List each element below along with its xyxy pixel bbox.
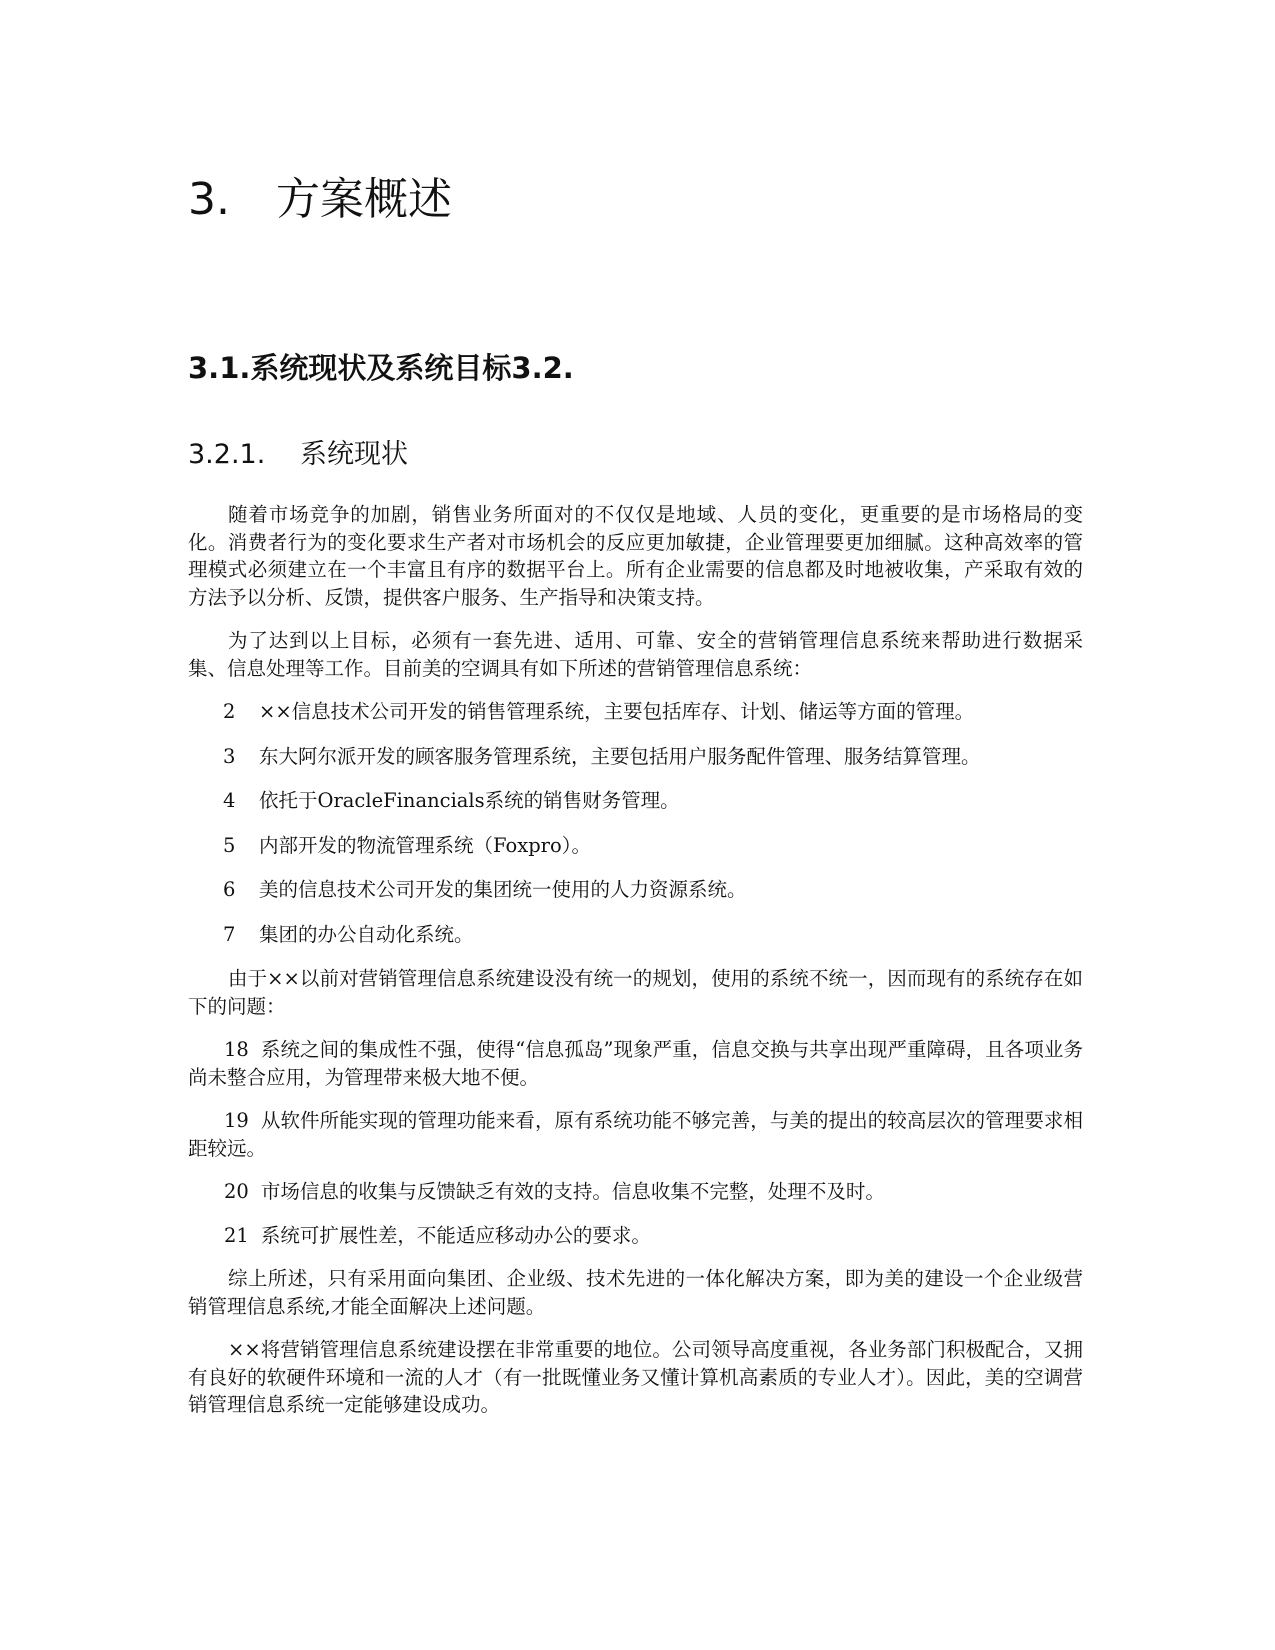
chapter-heading (188, 172, 452, 228)
section-heading: 3.1.系统现状及系统目标3.2. (188, 351, 574, 385)
list-item-number: 18 (224, 1038, 249, 1061)
paragraph-3: 由于××以前对营销管理信息系统建设没有统一的规划，使用的系统不统一，因而现有的系统存在如下的问题： (188, 967, 1083, 1018)
paragraph-5: ××将营销管理信息系统建设摆在非常重要的地位。公司领导高度重视，各业务部门积极配合，又拥有良好的软硬件环境和一流的人才（有一批既懂业务又懂计算机高素质的专业人才）。因此，美的空调营销管理信息系统一定能够建设成功。 (188, 1338, 1083, 1416)
list-item-text: 市场信息的收集与反馈缺乏有效的支持。信息收集不完整，处理不及时。 (260, 1180, 885, 1203)
list-item-number: 20 (224, 1180, 249, 1203)
subsection-number: 3.2.1. (188, 439, 266, 470)
list-item (188, 787, 1083, 815)
list-item-text: 系统之间的集成性不强，使得“信息孤岛”现象严重，信息交换与共享出现严重障碍，且各项业务尚未整合应用，为管理带来极大地不便。 (188, 1038, 1083, 1089)
paragraph-1: 随着市场竞争的加剧，销售业务所面对的不仅仅是地域、人员的变化，更重要的是市场格局的变化。消费者行为的变化要求生产者对市场机会的反应更加敏捷，企业管理要更加细腻。这种高效率的管理模式必须建立在一个丰富且有序的数据平台上。所有企业需要的信息都及时地被收集，产采取有效的方法予以分析、反馈，提供客户服务、生产指导和决策支持。 (188, 503, 1083, 609)
list-item-number: 3 (223, 744, 236, 768)
list-item-text: 依托于OracleFinancials系统的销售财务管理。 (259, 789, 680, 812)
list-item-number: 4 (223, 789, 236, 812)
problems-list (188, 1036, 1083, 1249)
list-item-text: 系统可扩展性差，不能适应移动办公的要求。 (260, 1223, 651, 1247)
list-item (188, 832, 1083, 860)
paragraph-2: 为了达到以上目标，必须有一套先进、适用、可靠、安全的营销管理信息系统来帮助进行数据采集、信息处理等工作。目前美的空调具有如下所述的营销管理信息系统： (188, 629, 1083, 680)
list-item-text: 内部开发的物流管理系统（Foxpro）。 (259, 833, 591, 857)
list-item-number: 5 (223, 833, 236, 857)
list-item (188, 1222, 1083, 1250)
list-item-text: ××信息技术公司开发的销售管理系统，主要包括库存、计划、储运等方面的管理。 (259, 700, 975, 723)
list-item (188, 921, 1083, 949)
list-item-number: 2 (223, 700, 236, 723)
list-item-text: 从软件所能实现的管理功能来看，原有系统功能不够完善，与美的提出的较高层次的管理要求相距较远。 (188, 1109, 1083, 1160)
list-item-number: 6 (223, 878, 236, 901)
list-item (188, 698, 1083, 726)
list-item-text: 集团的办公自动化系统。 (259, 922, 474, 946)
list-item (188, 1036, 1083, 1091)
chapter-title: 方案概述 (276, 174, 452, 225)
list-item (188, 1178, 1083, 1206)
subsection-heading (188, 437, 408, 473)
systems-list (188, 698, 1083, 948)
chapter-number: 3. (188, 174, 230, 225)
list-item-number: 19 (224, 1109, 249, 1132)
list-item-number: 7 (223, 922, 236, 946)
list-item-text: 美的信息技术公司开发的集团统一使用的人力资源系统。 (259, 878, 747, 901)
list-item-text: 东大阿尔派开发的顾客服务管理系统，主要包括用户服务配件管理、服务结算管理。 (259, 744, 981, 768)
list-item-number: 21 (224, 1223, 249, 1247)
body-text (188, 501, 1083, 1435)
subsection-title: 系统现状 (300, 439, 408, 470)
list-item (188, 876, 1083, 904)
list-item (188, 1107, 1083, 1162)
paragraph-4: 综上所述，只有采用面向集团、企业级、技术先进的一体化解决方案，即为美的建设一个企业级营销管理信息系统,才能全面解决上述问题。 (188, 1267, 1083, 1318)
list-item (188, 743, 1083, 771)
